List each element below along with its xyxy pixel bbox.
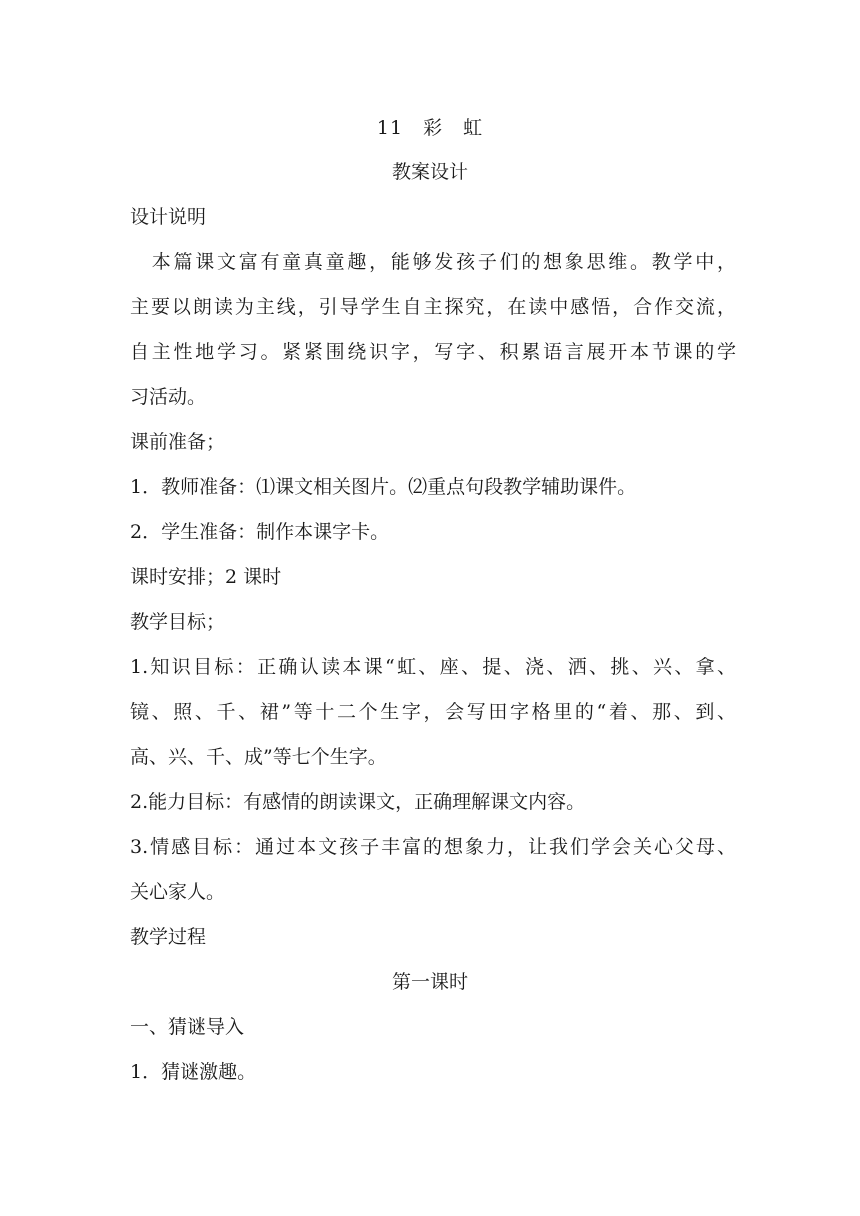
goal-line: 关心家人。 xyxy=(130,881,226,903)
section-heading: 一、猜谜导入 xyxy=(130,1016,245,1038)
goal-line: 3.情感目标：通过本文孩子丰富的想象力，让我们学会关心父母、 xyxy=(130,836,736,858)
prep-heading: 课前准备； xyxy=(130,431,226,453)
prep-item: 1．教师准备：⑴课文相关图片。⑵重点句段教学辅助课件。 xyxy=(130,476,637,498)
goal-line: 1.知识目标：正确认读本课“虹、座、提、浇、洒、挑、兴、拿、 xyxy=(130,656,736,678)
design-note-line: 本篇课文富有童真童趣，能够发孩子们的想象思维。教学中， xyxy=(130,251,736,273)
goals-heading: 教学目标； xyxy=(130,611,226,633)
goal-line: 镜、照、千、裙”等十二个生字，会写田字格里的“着、那、到、 xyxy=(130,701,736,723)
lesson-heading: 第一课时 xyxy=(391,971,468,993)
goal-line: 2.能力目标：有感情的朗读课文，正确理解课文内容。 xyxy=(130,791,586,813)
design-note-heading: 设计说明 xyxy=(130,206,207,228)
prep-item: 2．学生准备：制作本课字卡。 xyxy=(130,521,390,543)
design-note-line: 主要以朗读为主线，引导学生自主探究，在读中感悟，合作交流， xyxy=(130,296,736,318)
step-line: 1．猜谜激趣。 xyxy=(130,1061,257,1083)
design-note-line: 自主性地学习。紧紧围绕识字，写字、积累语言展开本节课的学 xyxy=(130,341,736,363)
process-heading: 教学过程 xyxy=(130,926,207,948)
goal-line: 高、兴、千、成”等七个生字。 xyxy=(130,746,387,768)
schedule-line: 课时安排；2 课时 xyxy=(130,566,282,588)
document-subtitle: 教案设计 xyxy=(391,161,468,183)
design-note-line: 习活动。 xyxy=(130,386,207,408)
document-title: 11 彩 虹 xyxy=(376,117,484,139)
